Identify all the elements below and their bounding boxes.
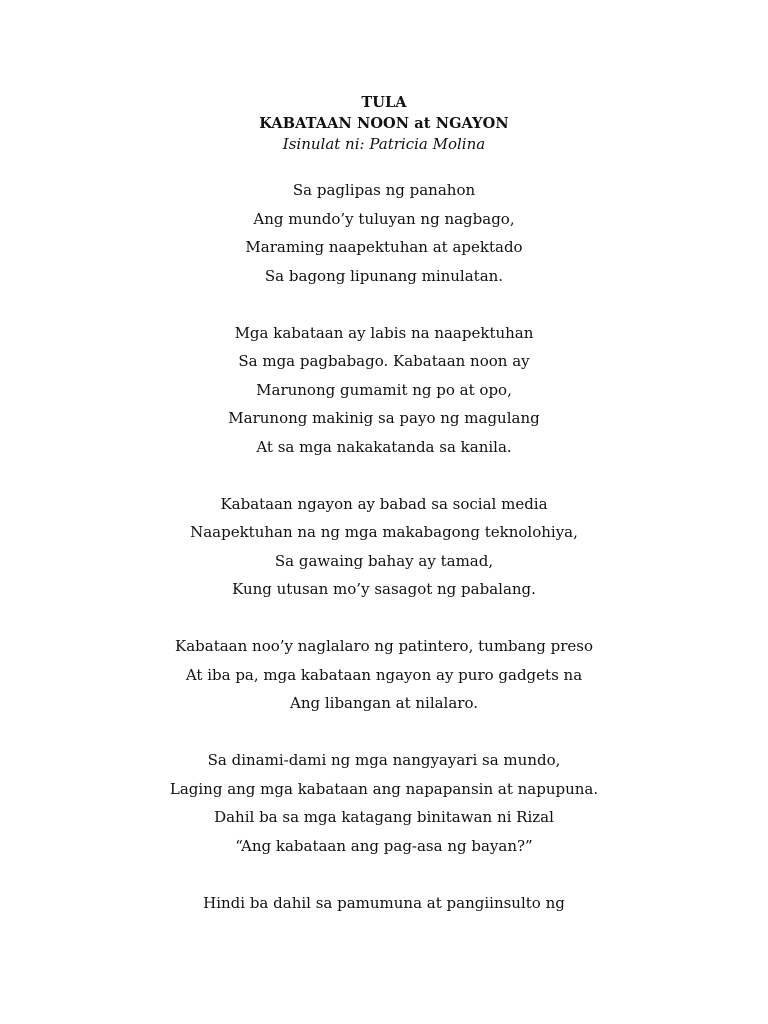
poem-header (0, 92, 768, 155)
poem-line: Hindi ba dahil sa pamumuna at pangiinsulto ng (203, 893, 565, 912)
poem-line: Marunong makinig sa payo ng magulang (228, 409, 540, 427)
poem-line: Sa mga pagbabago. Kabataan noon ay (238, 352, 530, 370)
stanza (0, 176, 768, 290)
poem-line: Sa paglipas ng panahon (292, 181, 476, 199)
poem-line: “Ang kabataan ang pag-asa ng bayan?” (235, 836, 533, 855)
poem-line: Naapektuhan na ng mga makabagong teknolohiya, (190, 523, 578, 541)
stanza (0, 490, 768, 604)
poem-line: Maraming naapektuhan at apektado (245, 238, 523, 256)
poem-line: Sa dinami-dami ng mga nangyayari sa mundo, (207, 751, 561, 769)
stanza (0, 746, 768, 860)
stanza (0, 889, 768, 918)
poem-line: Kabataan noo’y naglalaro ng patintero, tumbang preso (175, 637, 593, 655)
poem-line: At sa mga nakakatanda sa kanila. (256, 437, 512, 456)
poem-body (0, 176, 768, 946)
poem-line: At iba pa, mga kabataan ngayon ay puro gadgets na (185, 665, 583, 684)
poem-line: Sa gawaing bahay ay tamad, (274, 551, 494, 570)
stanza (0, 632, 768, 718)
poem-line: Kung utusan mo’y sasagot ng pabalang. (232, 580, 536, 598)
poem-title: KABATAAN NOON at NGAYON (259, 115, 509, 132)
stanza (0, 319, 768, 462)
poem-line: Laging ang mga kabataan ang napapansin at napupuna. (169, 779, 599, 798)
poem-line: Marunong gumamit ng po at opo, (256, 380, 512, 399)
poem-line: Sa bagong lipunang minulatan. (264, 266, 504, 285)
poem-line: Kabataan ngayon ay babad sa social media (220, 494, 548, 513)
document-kicker: TULA (361, 94, 407, 111)
poem-line: Mga kabataan ay labis na naapektuhan (234, 323, 534, 342)
poem-line: Ang libangan at nilalaro. (289, 694, 479, 712)
poem-line: Ang mundo’y tuluyan ng nagbago, (253, 209, 515, 228)
poem-line: Dahil ba sa mga katagang binitawan ni Rizal (214, 808, 554, 826)
poem-author: Isinulat ni: Patricia Molina (282, 135, 486, 153)
